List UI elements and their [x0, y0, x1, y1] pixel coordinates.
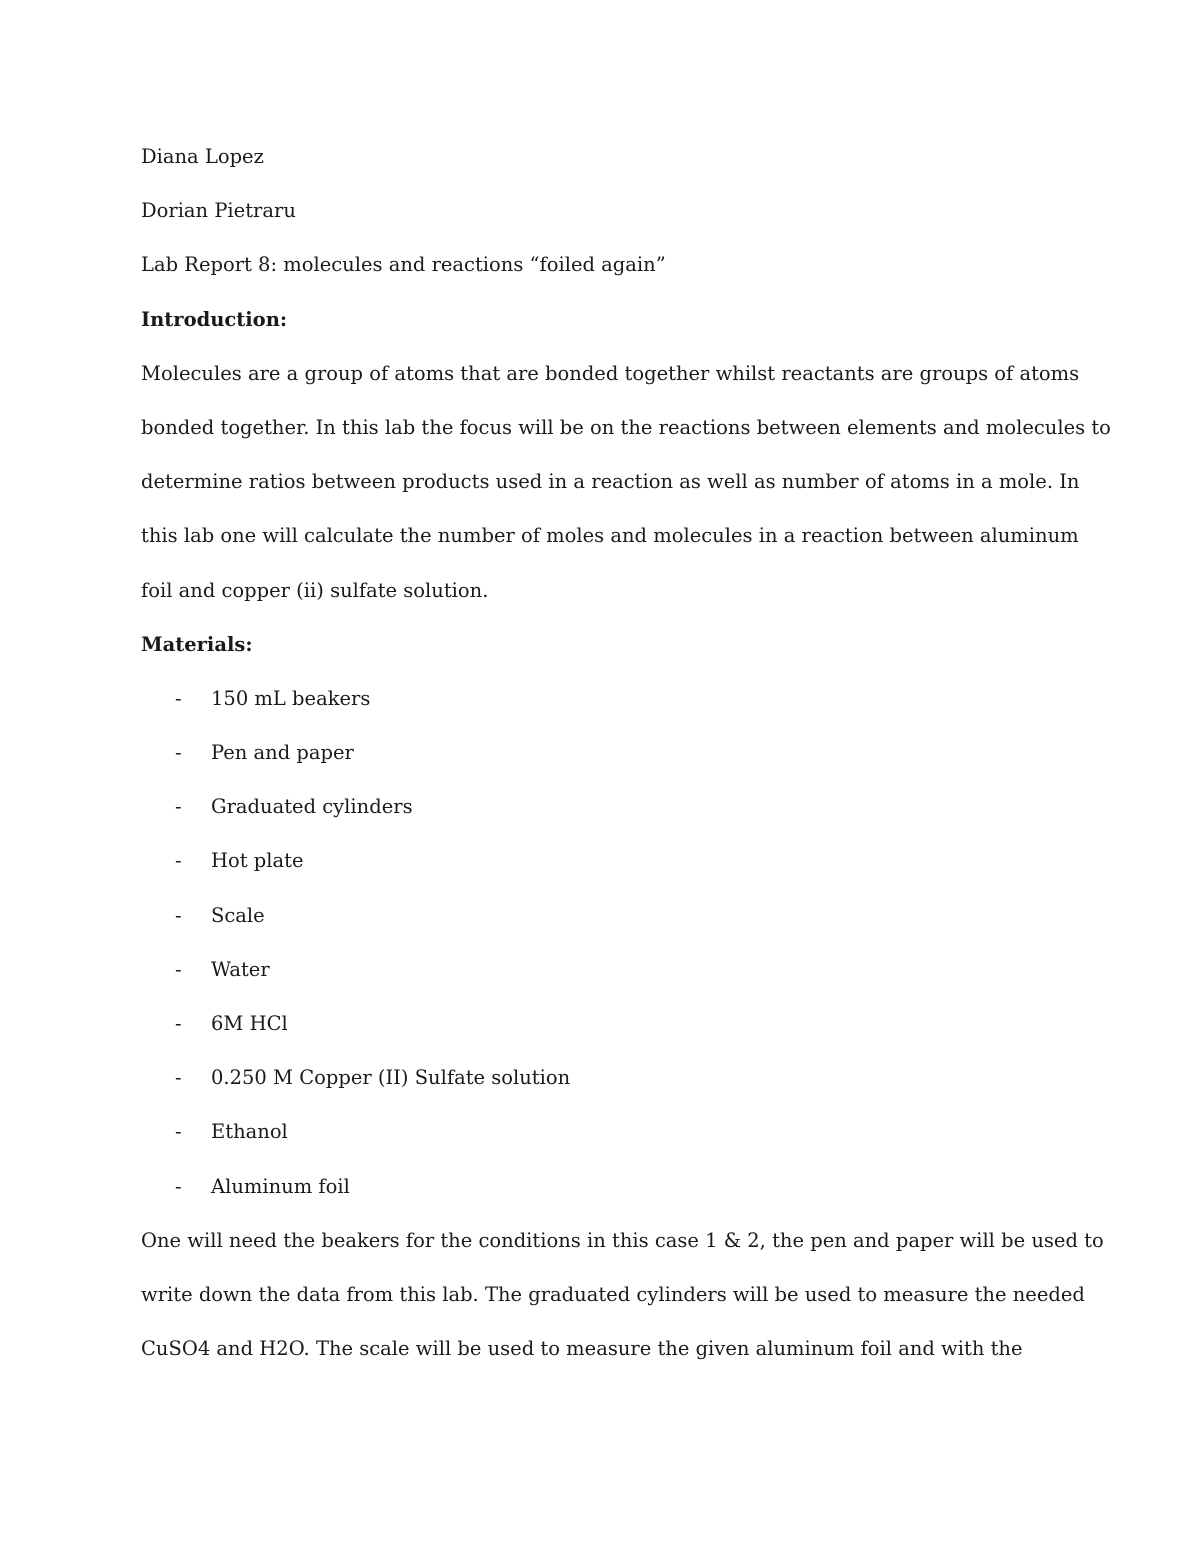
list-item [141, 1113, 1061, 1167]
list-item-text: Scale [211, 903, 265, 927]
materials-heading: Materials: [141, 632, 253, 656]
list-item-text: Ethanol [211, 1120, 288, 1144]
introduction-paragraph [141, 355, 1111, 626]
list-item [141, 680, 1061, 734]
document-body [141, 138, 1111, 1384]
list-item-text: 0.250 M Copper (II) Sulfate solution [211, 1066, 571, 1090]
list-bullet: - [175, 1120, 182, 1144]
introduction-line: bonded together. In this lab the focus will be on the reactions between elements and molecules to [141, 415, 1111, 439]
list-bullet: - [175, 903, 182, 927]
list-bullet: - [175, 741, 182, 765]
list-item [141, 1005, 1061, 1059]
list-bullet: - [175, 1066, 182, 1090]
list-bullet: - [175, 1012, 182, 1035]
list-item-text: Aluminum foil [211, 1174, 350, 1198]
list-item [141, 842, 1061, 896]
list-item-text: Graduated cylinders [211, 795, 413, 819]
materials-paragraph [141, 1222, 1104, 1385]
list-item [141, 897, 1061, 951]
author-name-1: Diana Lopez [141, 145, 264, 168]
list-bullet: - [175, 686, 182, 710]
list-item-text: 150 mL beakers [211, 686, 371, 710]
list-item [141, 788, 1061, 842]
introduction-line: foil and copper (ii) sulfate solution. [141, 578, 489, 602]
list-item-text: Water [211, 957, 270, 981]
list-item [141, 1168, 1061, 1222]
introduction-line: determine ratios between products used in a reaction as well as number of atoms in a mole. In [141, 470, 1080, 494]
introduction-line: this lab one will calculate the number of moles and molecules in a reaction between aluminum [141, 524, 1079, 548]
list-bullet: - [175, 795, 182, 819]
list-bullet: - [175, 1174, 182, 1198]
materials-paragraph-line: write down the data from this lab. The graduated cylinders will be used to measure the needed [141, 1282, 1085, 1306]
author-name-2: Dorian Pietraru [141, 199, 296, 223]
list-bullet: - [175, 849, 182, 873]
list-bullet: - [175, 957, 182, 981]
introduction-heading: Introduction: [141, 307, 288, 331]
materials-paragraph-line: One will need the beakers for the conditions in this case 1 & 2, the pen and paper will be used to [141, 1228, 1104, 1252]
report-title: Lab Report 8: molecules and reactions “foiled again” [141, 253, 666, 277]
materials-list [141, 680, 1061, 1222]
list-item [141, 951, 1061, 1005]
list-item-text: Hot plate [211, 849, 304, 873]
list-item [141, 1059, 1061, 1113]
introduction-line: Molecules are a group of atoms that are bonded together whilst reactants are groups of atoms [141, 361, 1080, 385]
materials-paragraph-line: CuSO4 and H2O. The scale will be used to measure the given aluminum foil and with the [141, 1337, 1023, 1361]
list-item-text: 6M HCl [211, 1012, 288, 1035]
list-item-text: Pen and paper [211, 741, 354, 765]
list-item [141, 734, 1061, 788]
